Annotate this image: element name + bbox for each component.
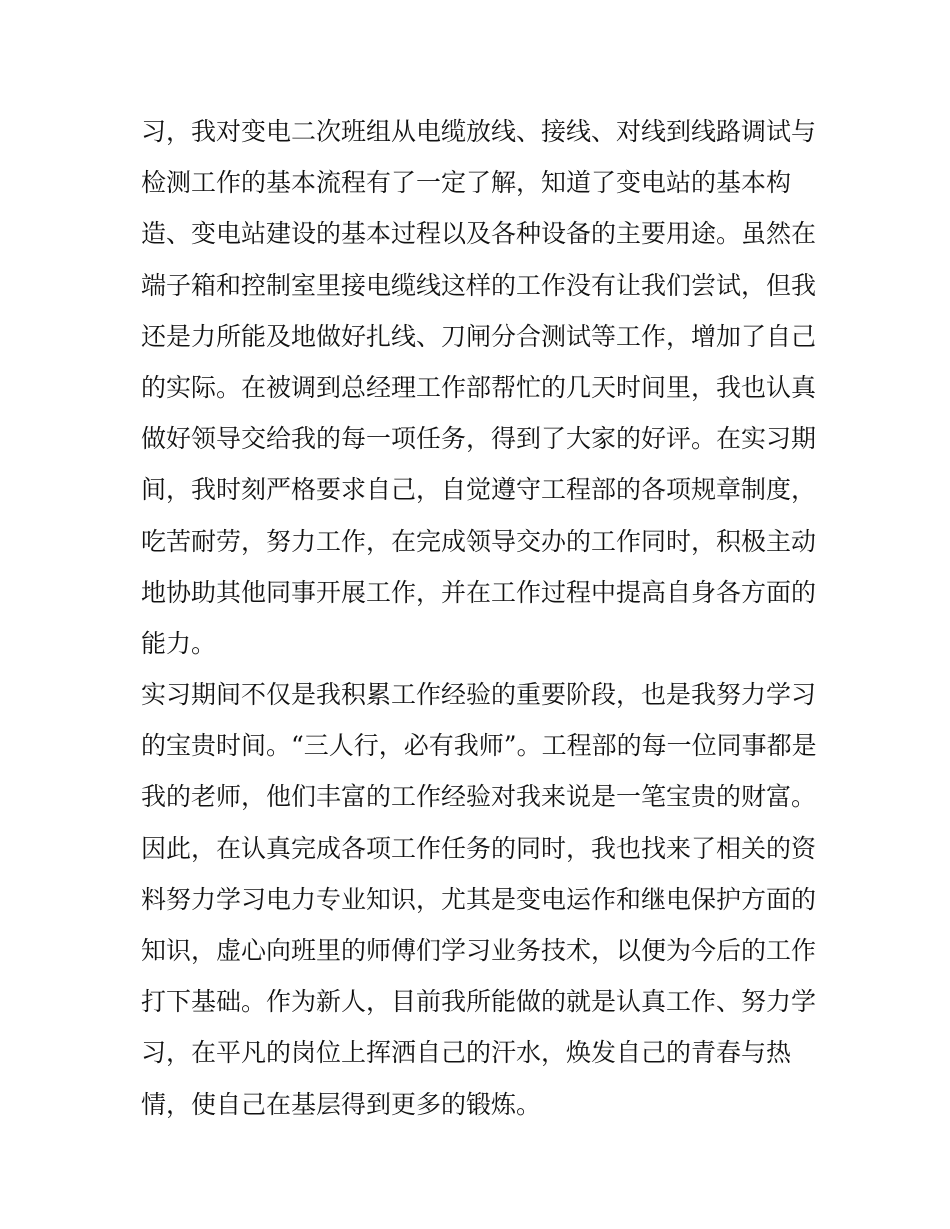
text-line: 检测工作的基本流程有了一定了解，知道了变电站的基本构 bbox=[141, 168, 792, 198]
text-line: 习，在平凡的岗位上挥洒自己的汗水，焕发自己的青春与热 bbox=[141, 1038, 792, 1068]
text-line: 吃苦耐劳，努力工作，在完成领导交办的工作同时，积极主动 bbox=[141, 526, 817, 556]
text-line: 因此，在认真完成各项工作任务的同时，我也找来了相关的资 bbox=[141, 833, 817, 863]
text-line: 端子箱和控制室里接电缆线这样的工作没有让我们尝试，但我 bbox=[141, 270, 817, 300]
text-line: 习，我对变电二次班组从电缆放线、接线、对线到线路调试与 bbox=[141, 117, 817, 146]
text-line: 的宝贵时间。“三人行，必有我师”。工程部的每一位同事都是 bbox=[141, 731, 817, 761]
text-line: 做好领导交给我的每一项任务，得到了大家的好评。在实习期 bbox=[141, 424, 817, 454]
text-line: 能力。 bbox=[141, 628, 217, 658]
text-line: 间，我时刻严格要求自己，自觉遵守工程部的各项规章制度， bbox=[141, 475, 817, 505]
text-line: 的实际。在被调到总经理工作部帮忙的几天时间里，我也认真 bbox=[141, 372, 817, 402]
text-line: 造、变电站建设的基本过程以及各种设备的主要用途。虽然在 bbox=[141, 219, 817, 249]
text-line: 实习期间不仅是我积累工作经验的重要阶段，也是我努力学习 bbox=[141, 680, 817, 710]
text-line: 知识，虚心向班里的师傅们学习业务技术，以便为今后的工作 bbox=[141, 936, 817, 965]
body-text bbox=[141, 106, 821, 1130]
text-line: 我的老师，他们丰富的工作经验对我来说是一笔宝贵的财富。 bbox=[141, 782, 817, 812]
text-line: 还是力所能及地做好扎线、刀闸分合测试等工作，增加了自己 bbox=[141, 321, 817, 351]
text-line: 地协助其他同事开展工作，并在工作过程中提高自身各方面的 bbox=[141, 577, 817, 607]
text-line: 料努力学习电力专业知识，尤其是变电运作和继电保护方面的 bbox=[141, 884, 817, 914]
text-line: 打下基础。作为新人，目前我所能做的就是认真工作、努力学 bbox=[141, 987, 817, 1017]
text-line: 情，使自己在基层得到更多的锻炼。 bbox=[141, 1089, 542, 1119]
